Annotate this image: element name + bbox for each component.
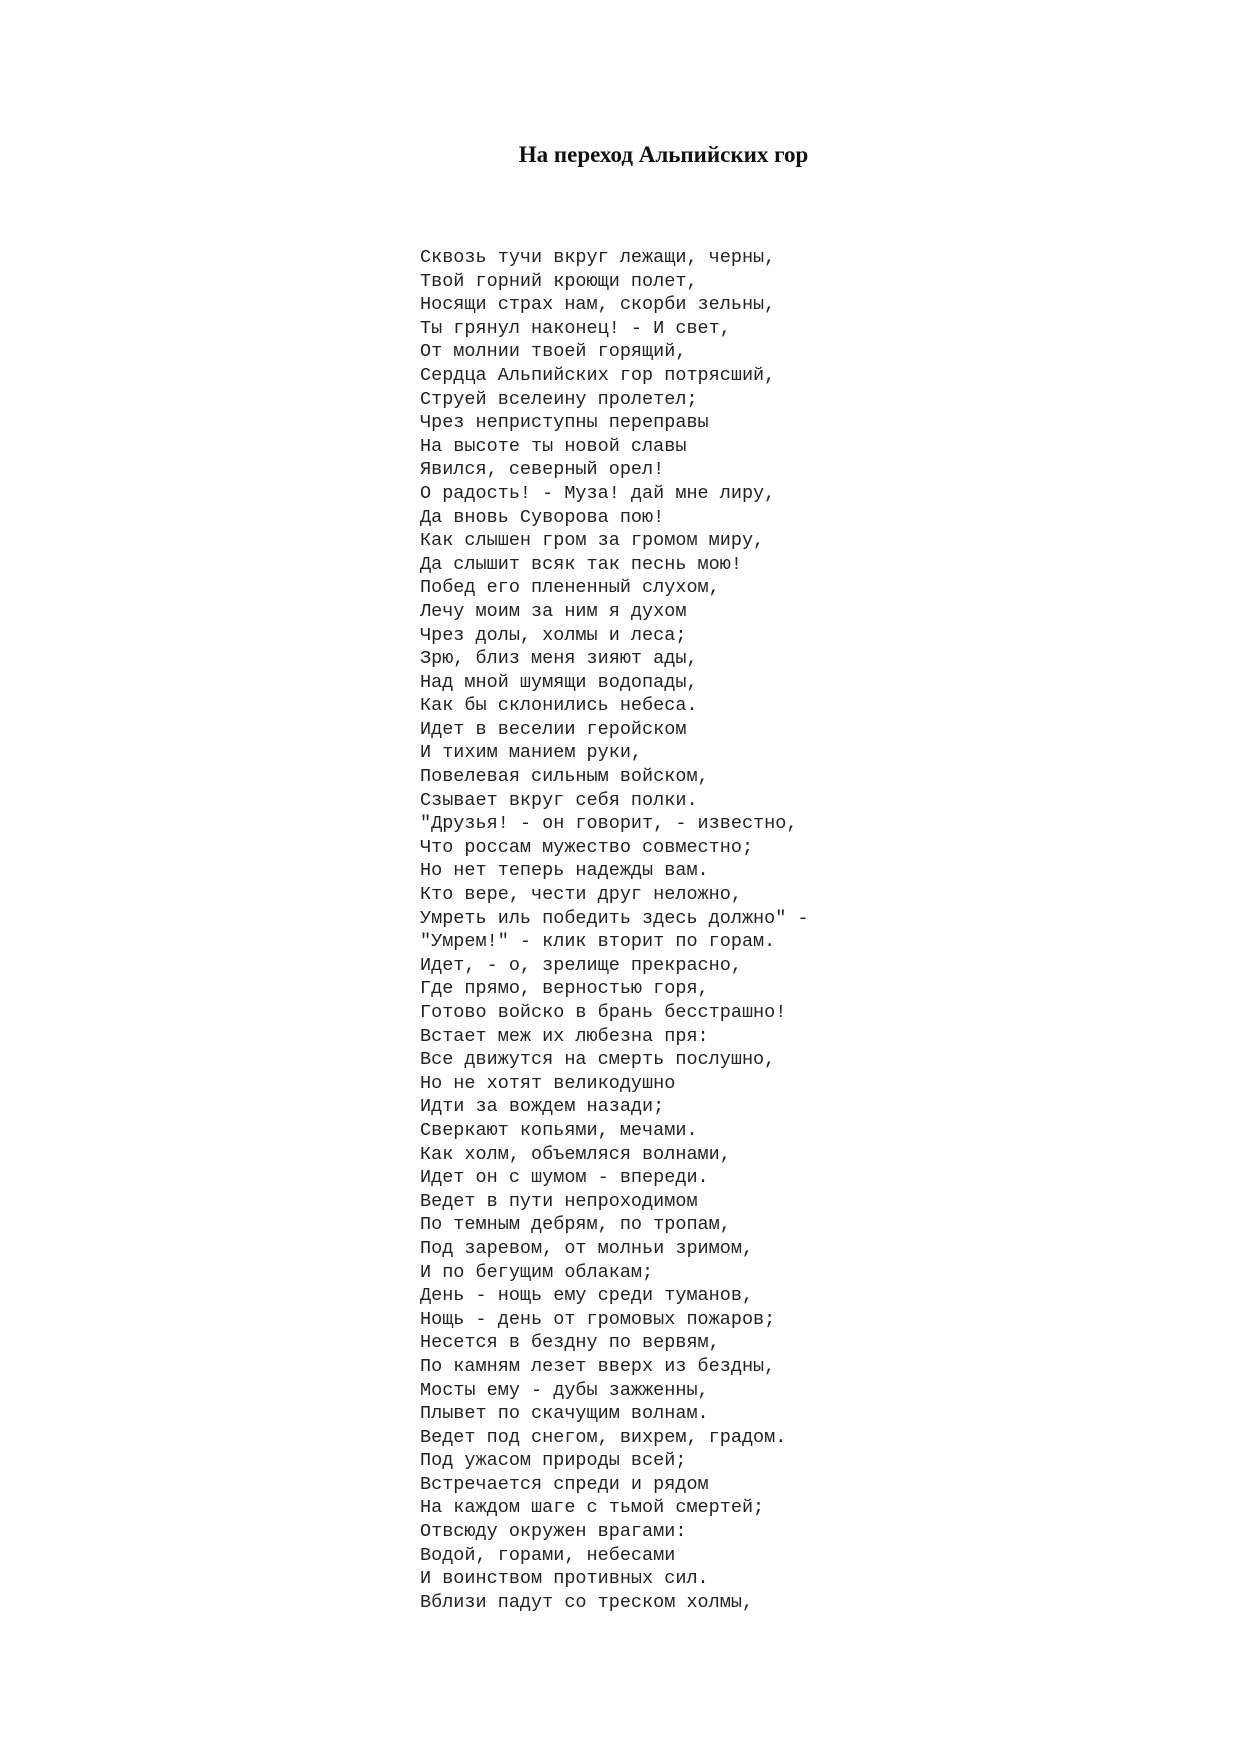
poem-line: И тихим манием руки, [420, 742, 643, 764]
poem-line: Идет, - о, зрелище прекрасно, [420, 954, 742, 976]
poem-line: Где прямо, верностью горя, [420, 978, 709, 1000]
poem-line: Кто вере, чести друг неложно, [420, 884, 742, 906]
poem-line: Твой горний кроющи полет, [420, 270, 698, 292]
poem-body [420, 246, 809, 1614]
poem-line: Что россам мужество совместно; [420, 836, 754, 858]
poem-line: Лечу моим за ним я духом [420, 600, 687, 622]
poem-line: Ты грянул наконец! - И свет, [420, 317, 731, 339]
poem-line: День - нощь ему среди туманов, [420, 1285, 754, 1307]
poem-line: Идти за вождем назади; [420, 1096, 665, 1118]
poem-line: "Умрем!" - клик вторит по горам. [420, 931, 776, 953]
poem-line: По камням лезет вверх из бездны, [420, 1355, 776, 1377]
page-title: На переход Альпийских гор [518, 142, 809, 167]
poem-line: Водой, горами, небесами [420, 1544, 676, 1566]
poem-line: Сзывает вкруг себя полки. [420, 789, 698, 811]
poem-line: Сверкают копьями, мечами. [420, 1119, 698, 1141]
poem-line: Ведет под снегом, вихрем, градом. [420, 1426, 787, 1448]
poem-line: По темным дебрям, по тропам, [420, 1214, 731, 1236]
poem-line: Да вновь Суворова пою! [420, 506, 665, 528]
poem-line: Идет он с шумом - впереди. [420, 1167, 709, 1189]
poem-line: Явился, северный орел! [420, 459, 665, 481]
poem-line: Вблизи падут со треском холмы, [420, 1591, 754, 1613]
poem-line: Все движутся на смерть послушно, [420, 1049, 776, 1071]
poem-line: Встает меж их любезна пря: [420, 1025, 709, 1047]
poem-line: Да слышит всяк так песнь мою! [420, 553, 742, 575]
poem-line: Идет в веселии геройском [420, 718, 687, 740]
poem-line: На высоте ты новой славы [420, 435, 687, 457]
poem-line: Встречается спреди и рядом [420, 1473, 709, 1495]
poem-line: Умреть иль победить здесь должно" - [420, 907, 809, 929]
poem-line: И воинством противных сил. [420, 1568, 709, 1590]
poem-line: Носящи страх нам, скорби зельны, [420, 294, 776, 316]
poem-line: Готово войско в брань бесстрашно! [420, 1002, 787, 1023]
poem-line: Повелевая сильным войском, [420, 766, 709, 788]
poem-line: Отвсюду окружен врагами: [420, 1521, 687, 1543]
poem-line: От молнии твоей горящий, [420, 341, 687, 363]
poem-line: Ведет в пути непроходимом [420, 1190, 698, 1212]
poem-line: Над мной шумящи водопады, [420, 671, 698, 693]
poem-line: И по бегущим облакам; [420, 1261, 654, 1283]
poem-line: Чрез долы, холмы и леса; [420, 624, 687, 646]
poem-line: Но не хотят великодушно [420, 1072, 676, 1094]
poem-line: "Друзья! - он говорит, - известно, [420, 813, 798, 835]
poem-line: Побед его плененный слухом, [420, 577, 720, 599]
poem-line: Зрю, близ меня зияют ады, [420, 648, 698, 670]
poem-line: Чрез неприступны переправы [420, 412, 709, 434]
poem-line: Плывет по скачущим волнам. [420, 1403, 709, 1425]
poem-line: Под ужасом природы всей; [420, 1450, 687, 1472]
poem-line: Мосты ему - дубы зажженны, [420, 1379, 709, 1401]
poem-line: Под заревом, от молньи зримом, [420, 1237, 754, 1259]
poem-line: Сердца Альпийских гор потрясший, [420, 364, 776, 386]
poem-line: Несется в бездну по вервям, [420, 1332, 720, 1354]
poem-line: Но нет теперь надежды вам. [420, 860, 709, 882]
poem-line: Как холм, объемляся волнами, [420, 1143, 731, 1165]
poem-line: О радость! - Муза! дай мне лиру, [420, 482, 776, 504]
poem-line: Как бы склонились небеса. [420, 695, 698, 717]
poem-line: Нощь - день от громовых пожаров; [420, 1308, 776, 1330]
poem-line: Струей вселеину пролетел; [420, 388, 698, 410]
poem-line: Как слышен гром за громом миру, [420, 530, 765, 552]
poem-line: На каждом шаге с тьмой смертей; [420, 1497, 765, 1519]
poem-line: Сквозь тучи вкруг лежащи, черны, [420, 247, 776, 268]
